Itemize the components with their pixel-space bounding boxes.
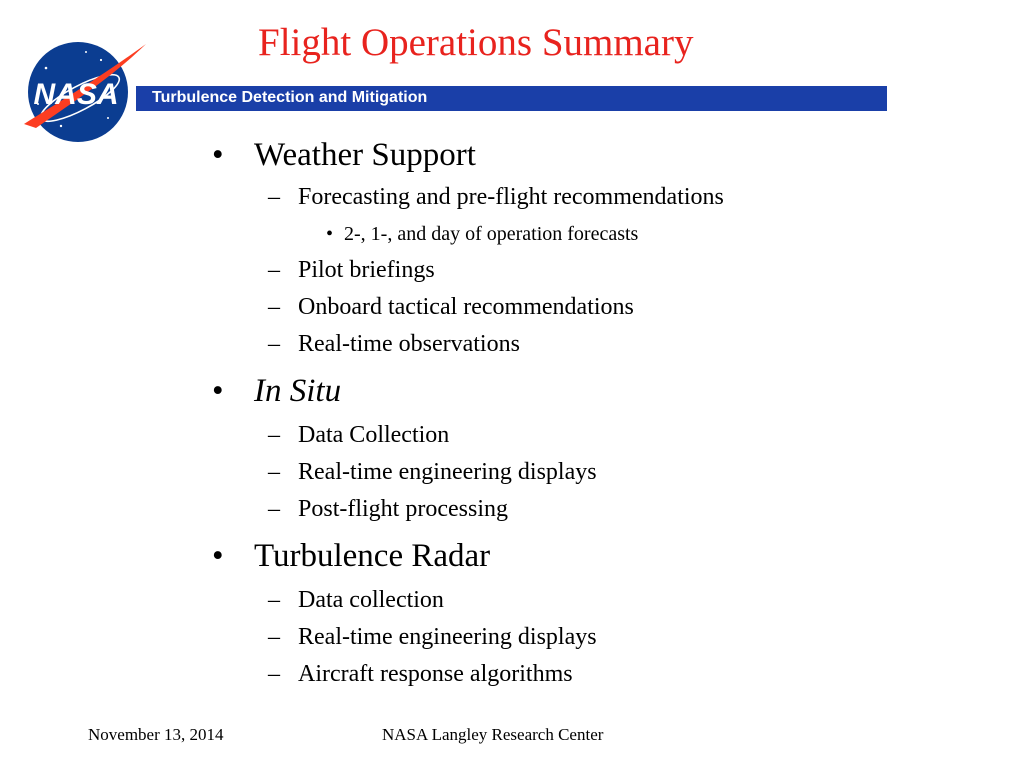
dash-icon: –: [268, 257, 280, 283]
dash-icon: –: [268, 294, 280, 320]
bullet-icon: •: [212, 137, 224, 173]
dash-icon: –: [268, 587, 280, 613]
dash-icon: –: [268, 661, 280, 687]
bullet-icon: •: [212, 538, 224, 574]
logo-text: NASA: [33, 78, 119, 111]
dash-icon: –: [268, 331, 280, 357]
footer-center: NASA Langley Research Center: [382, 725, 604, 744]
dash-icon: –: [268, 496, 280, 522]
dash-icon: –: [268, 624, 280, 650]
bullet-outline: • Weather Support – Forecasting and pre-flight recommendations • 2-, 1-, and day of operation forecasts – Pilot briefings – Onboard tactical recommendations – Real-time observations • In Situ – Data Collection – Real-time engineering displays – Post-flight processing • Turbulence Radar – Data collection – Real-time engineering displays – Aircraft response algorithms: [212, 137, 724, 687]
small-bullet-icon: •: [326, 223, 334, 245]
bullet-icon: •: [212, 373, 224, 409]
banner-text: Turbulence Detection and Mitigation: [152, 89, 428, 106]
dash-icon: –: [268, 459, 280, 485]
footer-date: November 13, 2014: [88, 725, 224, 744]
dash-icon: –: [268, 184, 280, 210]
dash-icon: –: [268, 422, 280, 448]
slide-title: Flight Operations Summary: [258, 21, 694, 64]
